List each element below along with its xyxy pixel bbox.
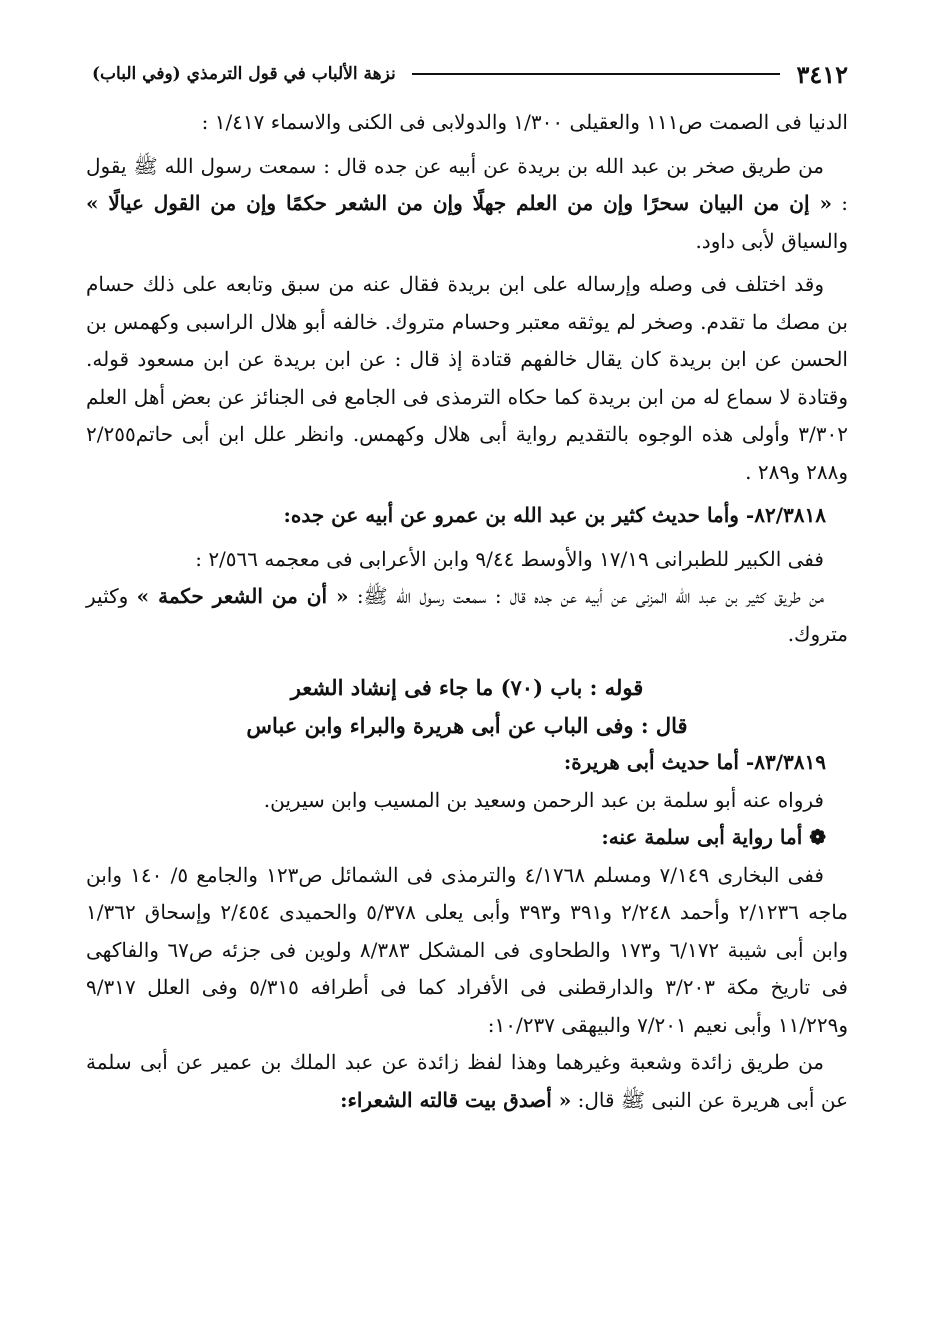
- paragraph-sources-3: ففى البخارى ٧/١٤٩ ومسلم ٤/١٧٦٨ والترمذى فى الشمائل ص١٢٣ والجامع ٥/ ١٤٠ وابن ماجه ٢/١٢٣٦ وأحمد ٢/٢٤٨ و٣٩١ و٣٩٣ وأبى يعلى ٥/٣٧٨ والحميدى ٢/٤٥٤ وإسحاق ١/٣٦٢ وابن أبى شيبة ٦/١٧٢ و١٧٣ والطحاوى فى المشكل ٨/٣٨٣ ولوين فى جزئه ص٦٧ والفاكهى فى تاريخ مكة ٣/٢٠٣ والدارقطنى فى الأفراد كما فى أطرافه ٥/٣١٥ وفى العلل ٩/٣١٧ و١١/٢٢٩ وأبى نعيم ٧/٢٠١ والبيهقى ١٠/٢٣٧:: [86, 862, 849, 1037]
- paragraph-narrators: فرواه عنه أبو سلمة بن عبد الرحمن وسعيد بن المسيب وابن سيرين.: [263, 787, 824, 812]
- paragraph-hadith-text-1: [86, 148, 848, 261]
- paragraph-sources-2: ففى الكبير للطبرانى ١٧/١٩ والأوسط ٩/٤٤ وابن الأعرابى فى معجمه ٢/٥٦٦ :: [195, 546, 824, 571]
- paragraph-sources-1: الدنيا فى الصمت ص١١١ والعقيلى ١/٣٠٠ والدولابى فى الكنى والاسماء ١/٤١٧ :: [201, 110, 848, 134]
- narration-chain: من طريق صخر بن عبد الله بن بريدة عن أبيه عن جده قال : سمعت رسول الله ﷺ يقول :: [86, 153, 848, 215]
- subsection-heading: ❁ أما رواية أبى سلمة عنه:: [601, 825, 826, 849]
- section-heading-3818: ٨٢/٣٨١٨- وأما حديث كثير بن عبد الله بن عمرو عن أبيه عن جده:: [283, 503, 826, 527]
- paragraph-hadith-text-2: [86, 578, 848, 653]
- header-rule: [412, 73, 781, 75]
- page-number: ٣٤١٢: [796, 59, 848, 89]
- running-title: نزهة الألباب في قول الترمذي (وفي الباب): [92, 64, 396, 84]
- narration-note: وكثير متروك.: [86, 584, 848, 646]
- paragraph-hadith-text-3: [86, 1044, 848, 1119]
- narration-chain: من طريق زائدة وشعبة وغيرهما وهذا لفظ زائدة عن عبد الملك بن عمير عن أبى سلمة عن أبى هريرة عن النبى ﷺ قال:: [86, 1050, 848, 1112]
- page-header: [92, 56, 848, 92]
- chapter-subtitle: قال : وفى الباب عن أبى هريرة والبراء وابن عباس: [246, 712, 688, 738]
- hadith-quote: « أن من الشعر حكمة »: [136, 584, 349, 608]
- section-heading-3819: ٨٣/٣٨١٩- أما حديث أبى هريرة:: [563, 750, 826, 774]
- chapter-title: قوله : باب (٧٠) ما جاء فى إنشاد الشعر: [290, 675, 644, 700]
- paragraph-discussion: وقد اختلف فى وصله وإرساله على ابن بريدة فقال عنه من سبق وتابعه على ذلك حسام بن مصك ما تقدم. وصخر لم يوثقه معتبر وحسام متروك. خالفه أبو هلال الراسبى وكهمس بن الحسن عن ابن بريدة كان يقال خالفهم قتادة إذ قال : عن ابن بريدة عن ابن مسعود قوله. وقتادة لا سماع له من ابن بريدة كما حكاه الترمذى فى الجامع فى الجنائز عن بعض أهل العلم ٣/٣٠٢ وأولى هذه الوجوه بالتقديم رواية أبى هلال وكهمس. وانظر علل ابن أبى حاتم٢/٢٥٥ و٢٨٨ و٢٨٩ .: [86, 272, 849, 484]
- page-body: [86, 104, 848, 1119]
- hadith-quote: « إن من البيان سحرًا وإن من العلم جهلًا وإن من الشعر حكمًا وإن من القول عيالًا »: [86, 191, 832, 215]
- narration-note: والسياق لأبى داود.: [695, 228, 848, 253]
- hadith-quote: « أصدق بيت قالته الشعراء:: [340, 1087, 572, 1112]
- narration-chain: من طريق كثير بن عبد الله المزنى عن أبيه عن جده قال : سمعت رسول الله ﷺ:: [348, 584, 824, 608]
